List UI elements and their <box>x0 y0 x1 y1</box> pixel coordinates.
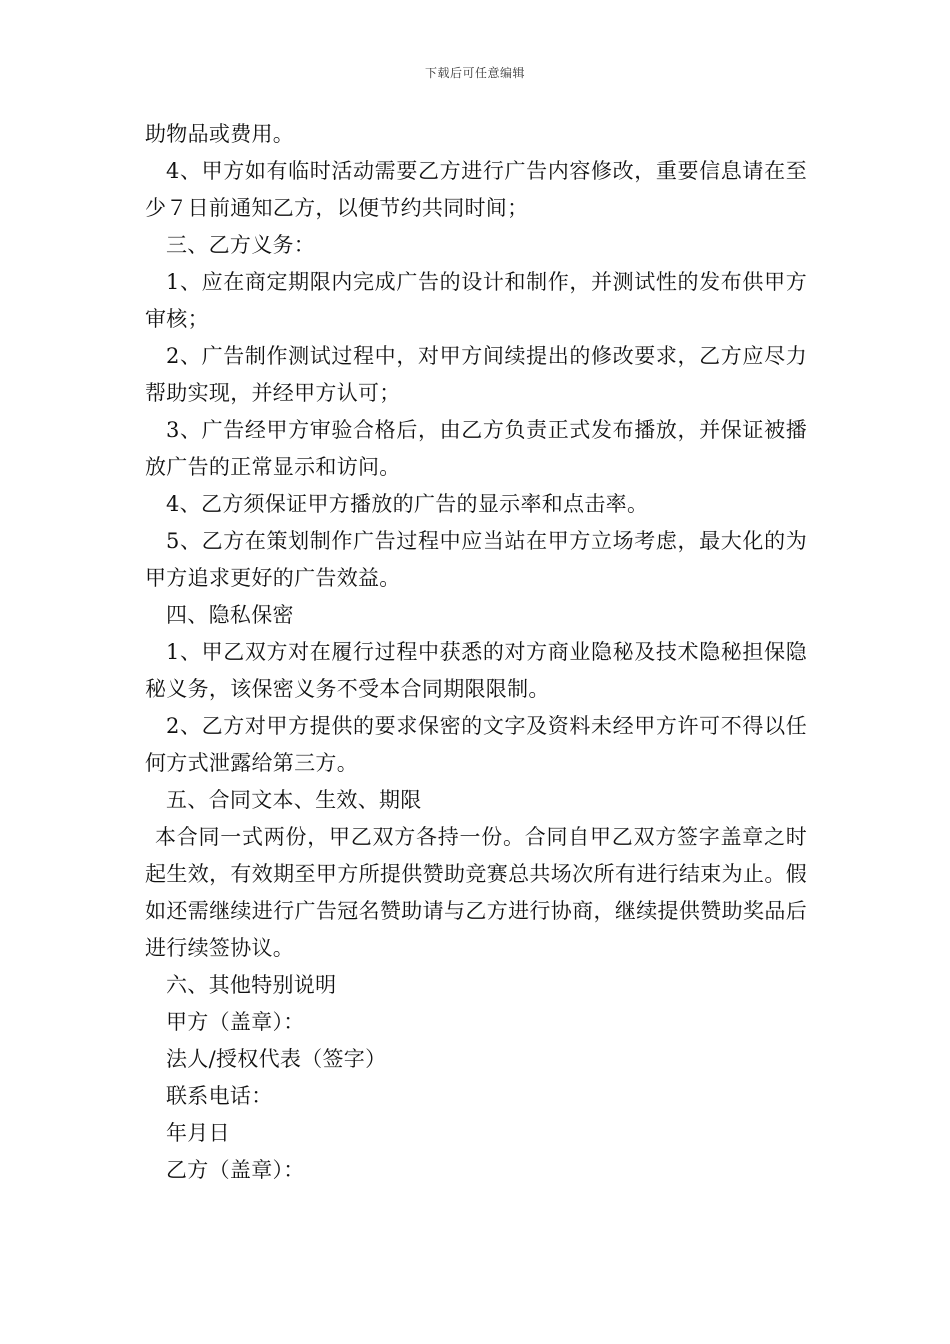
document-body <box>145 116 807 1189</box>
paragraph-obligation-2: 2、广告制作测试过程中，对甲方间续提出的修改要求，乙方应尽力帮助实现，并经甲方认可； <box>145 344 807 405</box>
signature-phone: 联系电话： <box>166 1084 273 1108</box>
paragraph-obligation-4: 4、乙方须保证甲方播放的广告的显示率和点击率。 <box>166 492 649 516</box>
section-heading-contract-term: 五、合同文本、生效、期限 <box>166 788 422 812</box>
paragraph-obligation-5: 5、乙方在策划制作广告过程中应当站在甲方立场考虑，最大化的为甲方追求更好的广告效益。 <box>145 529 807 590</box>
paragraph-continuation: 助物品或费用。 <box>145 122 295 146</box>
paragraph-obligation-1: 1、应在商定期限内完成广告的设计和制作，并测试性的发布供甲方审核； <box>145 270 807 331</box>
paragraph-obligation-3: 3、广告经甲方审验合格后，由乙方负责正式发布播放，并保证被播放广告的正常显示和访问。 <box>145 418 807 479</box>
paragraph-privacy-2: 2、乙方对甲方提供的要求保密的文字及资料未经甲方许可不得以任何方式泄露给第三方。 <box>145 714 807 775</box>
signature-representative: 法人/授权代表（签字） <box>166 1047 387 1071</box>
page-header-note: 下载后可任意编辑 <box>424 66 525 80</box>
paragraph-clause-4-modification: 4、甲方如有临时活动需要乙方进行广告内容修改，重要信息请在至少７日前通知乙方，以便节约共同时间； <box>145 159 807 220</box>
signature-party-a-seal: 甲方（盖章）： <box>166 1010 305 1034</box>
section-heading-other: 六、其他特别说明 <box>166 973 337 997</box>
signature-date: 年月日 <box>166 1121 230 1145</box>
signature-party-b-seal: 乙方（盖章）： <box>166 1158 305 1182</box>
paragraph-contract-term: 本合同一式两份，甲乙双方各持一份。合同自甲乙双方签字盖章之时起生效，有效期至甲方所提供赞助竞赛总共场次所有进行结束为止。假如还需继续进行广告冠名赞助请与乙方进行协商，继续提供赞助奖品后进行续签协议。 <box>145 825 807 960</box>
section-heading-party-b-obligations: 三、乙方义务： <box>166 233 316 257</box>
section-heading-privacy: 四、隐私保密 <box>166 603 294 627</box>
paragraph-privacy-1: 1、甲乙双方对在履行过程中获悉的对方商业隐秘及技术隐秘担保隐秘义务，该保密义务不受本合同期限限制。 <box>145 640 807 701</box>
